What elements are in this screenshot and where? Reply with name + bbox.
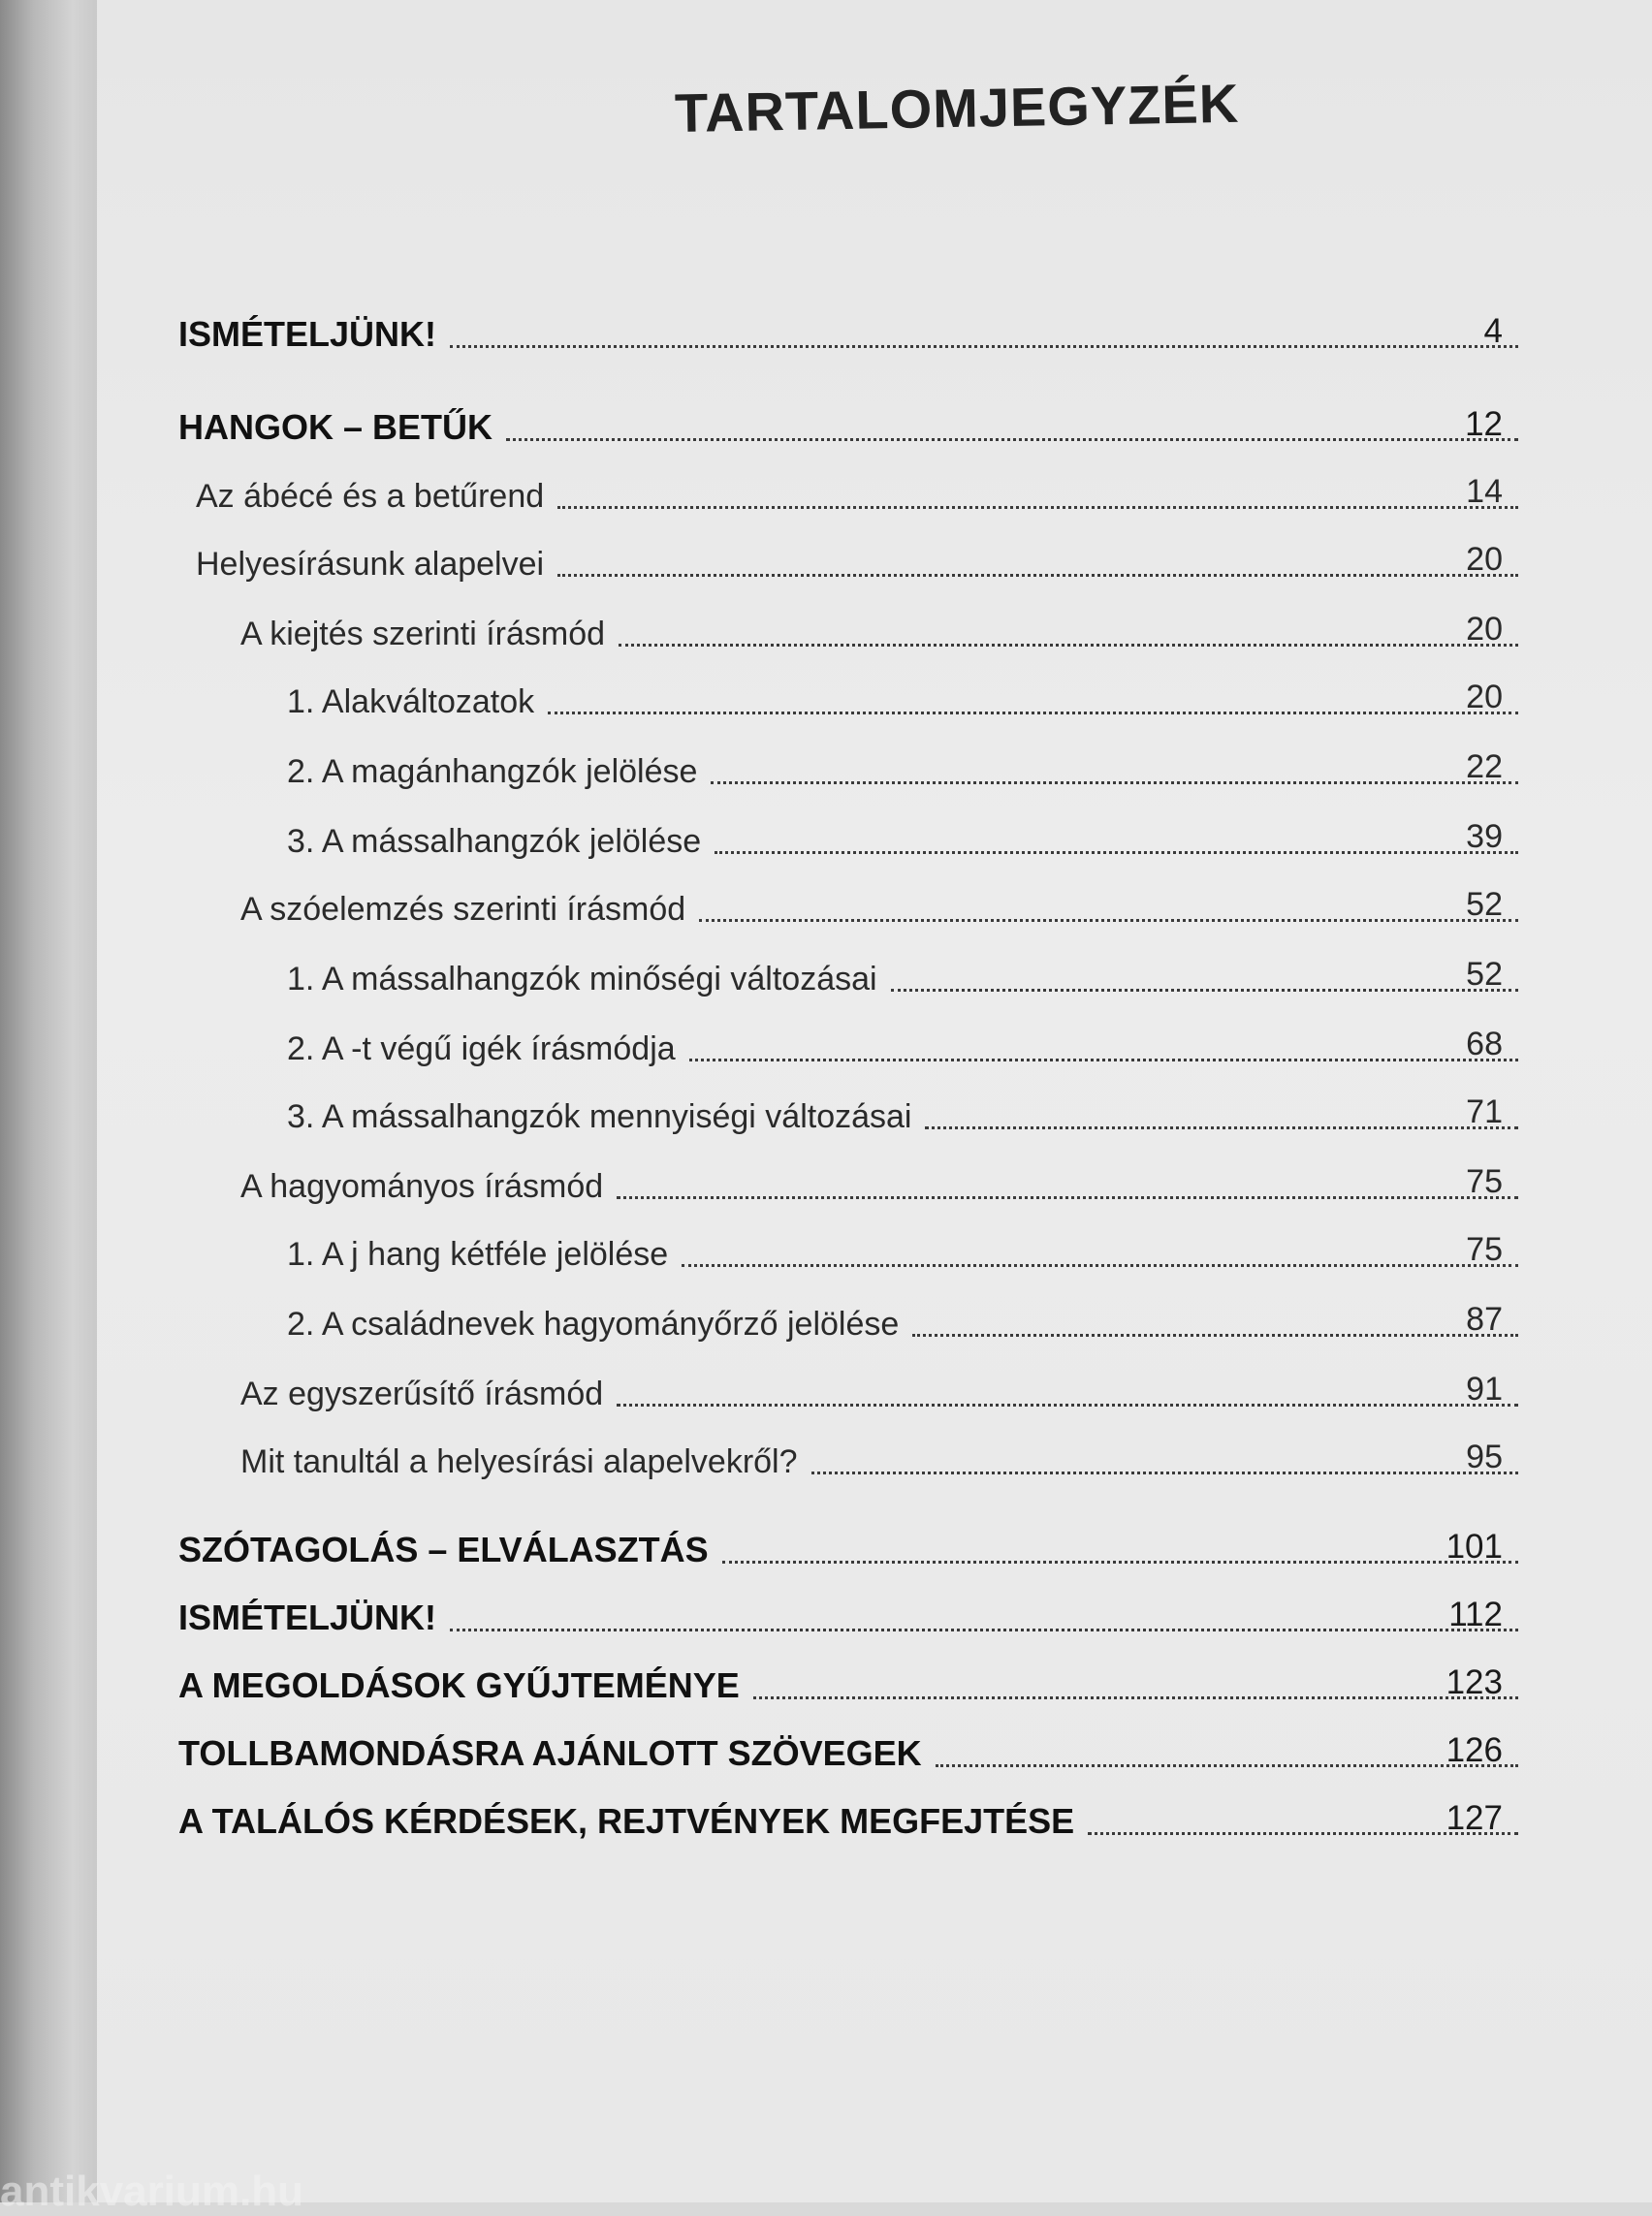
toc-entry [287, 744, 1518, 791]
dot-leader [699, 919, 1518, 922]
toc-entry [178, 1660, 1518, 1706]
toc-entry [178, 1524, 1518, 1570]
toc-entry-page-number: 14 [1466, 473, 1503, 510]
dot-leader [722, 1561, 1518, 1564]
toc-entry [287, 1022, 1518, 1068]
toc-entry [287, 1297, 1518, 1344]
toc-entry-page-number: 39 [1466, 818, 1503, 855]
toc-entry-page-number: 75 [1466, 1163, 1503, 1200]
toc-entry-label: 2. A magánhangzók jelölése [287, 753, 698, 790]
toc-entry-label: A kiejtés szerinti írásmód [240, 616, 606, 652]
toc-entry [240, 1367, 1518, 1413]
toc-entry-label: A szóelemzés szerinti írásmód [240, 891, 686, 928]
dot-leader [450, 345, 1518, 348]
toc-entry-label: 2. A -t végű igék írásmódja [287, 1030, 676, 1067]
toc-entry-page-number: 20 [1466, 541, 1503, 578]
dot-leader [753, 1696, 1518, 1699]
toc-entry-label: 1. A mássalhangzók minőségi változásai [287, 961, 877, 997]
book-spine-shadow [0, 0, 97, 2202]
toc-entry [178, 401, 1518, 448]
toc-entry [287, 952, 1518, 998]
toc-entry-page-number: 12 [1465, 405, 1503, 443]
toc-entry [178, 1795, 1518, 1842]
toc-entry-page-number: 95 [1466, 1439, 1503, 1475]
dot-leader [557, 506, 1518, 509]
toc-entry-page-number: 101 [1446, 1528, 1503, 1566]
toc-entry [287, 675, 1518, 721]
toc-entry-label: HANGOK – BETŰK [178, 407, 493, 447]
toc-entry-page-number: 52 [1466, 886, 1503, 923]
toc-entry-label: 2. A családnevek hagyományőrző jelölése [287, 1306, 900, 1343]
toc-entry [287, 1090, 1518, 1136]
toc-entry-label: ISMÉTELJÜNK! [178, 1598, 437, 1637]
toc-entry-page-number: 87 [1466, 1301, 1503, 1338]
toc-entry-page-number: 20 [1466, 611, 1503, 648]
dot-leader [619, 644, 1518, 647]
toc-entry-label: A TALÁLÓS KÉRDÉSEK, REJTVÉNYEK MEGFEJTÉSE [178, 1801, 1075, 1841]
toc-entry-label: A MEGOLDÁSOK GYŰJTEMÉNYE [178, 1665, 740, 1705]
toc-entry-label: Mit tanultál a helyesírási alapelvekről? [240, 1443, 798, 1480]
toc-entry-page-number: 20 [1466, 679, 1503, 715]
toc-entry [178, 1592, 1518, 1638]
toc-entry-page-number: 71 [1466, 1093, 1503, 1130]
toc-entry-page-number: 123 [1446, 1663, 1503, 1701]
dot-leader [450, 1629, 1518, 1631]
toc-entry-label: SZÓTAGOLÁS – ELVÁLASZTÁS [178, 1530, 709, 1569]
dot-leader [548, 712, 1518, 714]
toc-entry-label: Helyesírásunk alapelvei [196, 546, 545, 583]
toc-entry [196, 537, 1518, 584]
toc-entry-page-number: 68 [1466, 1026, 1503, 1062]
watermark: antikvarium.hu [0, 2168, 303, 2215]
toc-entry [240, 607, 1518, 653]
toc-entry [287, 814, 1518, 861]
dot-leader [617, 1196, 1518, 1199]
toc-entry-label: A hagyományos írásmód [240, 1168, 604, 1205]
dot-leader [689, 1059, 1518, 1061]
toc-entry [178, 1727, 1518, 1774]
toc-entry [196, 469, 1518, 516]
toc-entry-label: ISMÉTELJÜNK! [178, 314, 437, 354]
dot-leader [617, 1404, 1518, 1407]
dot-leader [715, 851, 1518, 854]
page-title: TARTALOMJEGYZÉK [674, 72, 1240, 143]
toc-entry-label: 1. A j hang kétféle jelölése [287, 1236, 669, 1273]
dot-leader [711, 781, 1518, 784]
toc-entry-page-number: 22 [1466, 748, 1503, 785]
toc-entry-page-number: 126 [1446, 1731, 1503, 1769]
toc-entry [240, 1435, 1518, 1481]
toc-entry-label: TOLLBAMONDÁSRA AJÁNLOTT SZÖVEGEK [178, 1733, 922, 1773]
toc-entry [240, 1159, 1518, 1206]
toc-entry-page-number: 52 [1466, 956, 1503, 993]
toc-entry-label: 1. Alakváltozatok [287, 683, 535, 720]
dot-leader [557, 574, 1518, 577]
toc-page [97, 0, 1652, 2202]
dot-leader [811, 1472, 1518, 1474]
toc-entry-label: 3. A mássalhangzók jelölése [287, 823, 702, 860]
toc-entry-page-number: 127 [1446, 1799, 1503, 1837]
dot-leader [682, 1264, 1518, 1267]
toc-entry-label: Az egyszerűsítő írásmód [240, 1376, 604, 1412]
toc-entry-page-number: 91 [1466, 1371, 1503, 1408]
toc-entry-page-number: 112 [1448, 1596, 1503, 1633]
toc-entry [287, 1227, 1518, 1274]
toc-entry-label: 3. A mássalhangzók mennyiségi változásai [287, 1098, 912, 1135]
toc-entry-page-number: 75 [1466, 1231, 1503, 1268]
toc-entry [240, 882, 1518, 929]
toc-entry-page-number: 4 [1483, 312, 1503, 350]
dot-leader [506, 438, 1518, 441]
toc-entry [178, 308, 1518, 355]
toc-entry-label: Az ábécé és a betűrend [196, 478, 545, 515]
